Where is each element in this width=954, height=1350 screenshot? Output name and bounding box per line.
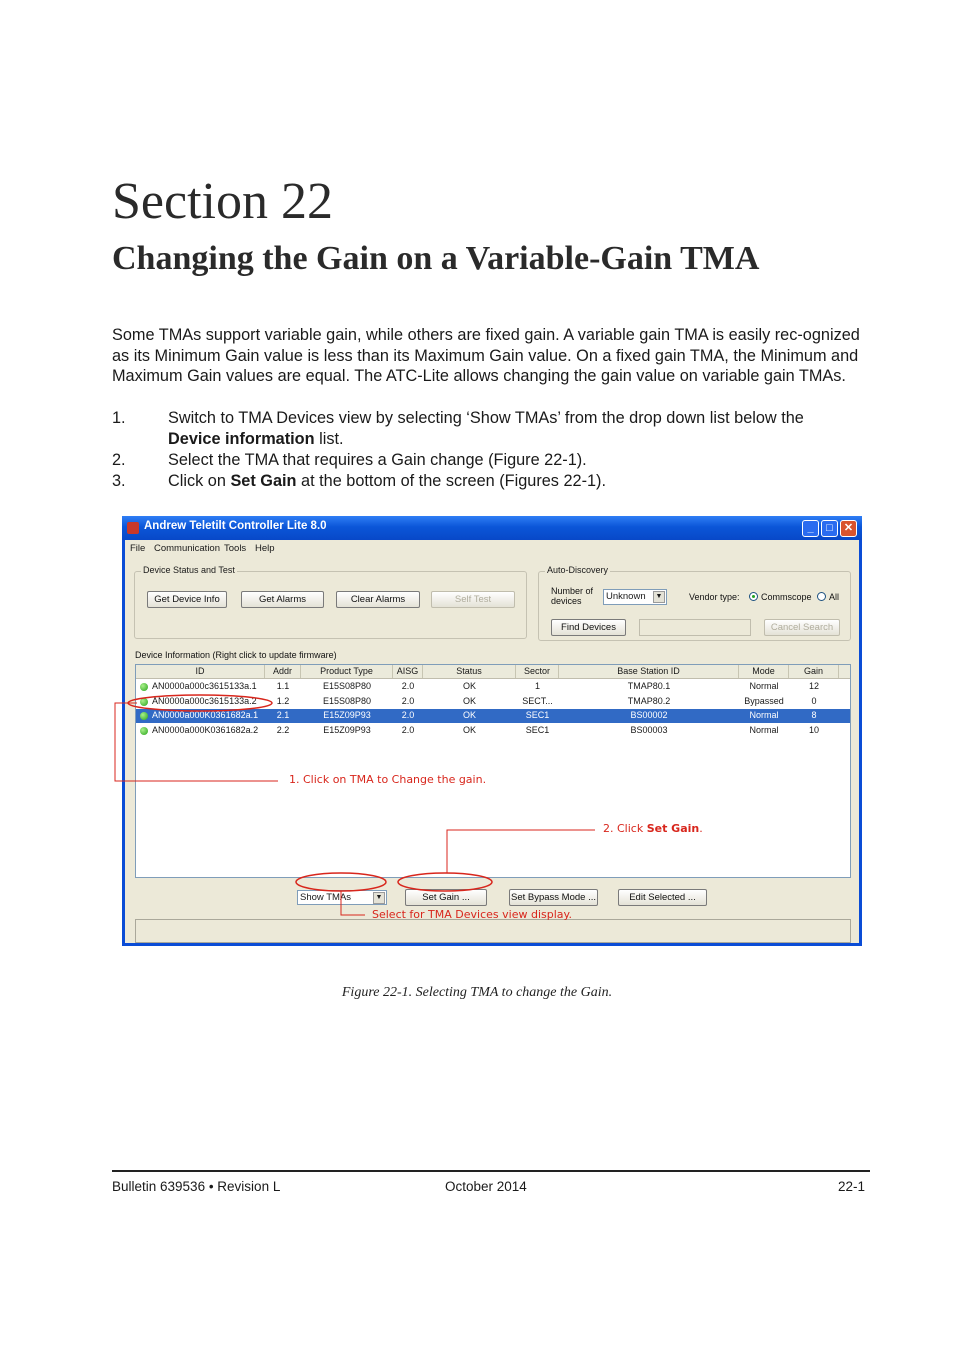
clear-alarms-button[interactable]: Clear Alarms	[336, 591, 420, 608]
footer-page-number: 22-1	[838, 1179, 866, 1194]
set-gain-button[interactable]: Set Gain ...	[405, 889, 487, 906]
cell-addr: 2.2	[276, 724, 290, 735]
column-base-station-id[interactable]: Base Station ID	[559, 665, 739, 678]
maximize-button[interactable]: □	[821, 520, 838, 537]
get-alarms-button[interactable]: Get Alarms	[241, 591, 324, 608]
minimize-button[interactable]: _	[802, 520, 819, 537]
number-of-devices-value: Unknown	[606, 591, 646, 602]
footer-rule	[112, 1170, 870, 1172]
cell-gain: 0	[811, 695, 817, 706]
table-row[interactable]	[136, 724, 850, 738]
column-status[interactable]: Status	[423, 665, 516, 678]
menu-bar	[125, 540, 859, 558]
status-ok-icon	[140, 698, 148, 706]
cell-gain: 8	[811, 710, 817, 720]
cell-gain: 10	[808, 724, 819, 735]
cell-mode: Normal	[749, 710, 779, 720]
app-icon	[127, 522, 139, 534]
chevron-down-icon[interactable]: ▼	[373, 892, 385, 904]
vendor-all-radio[interactable]	[817, 592, 826, 601]
vendor-type-label: Vendor type:	[689, 592, 740, 602]
chevron-down-icon[interactable]: ▼	[653, 591, 665, 603]
menu-help[interactable]: Help	[255, 543, 275, 554]
cell-status: OK	[462, 724, 476, 735]
cell-addr: 2.1	[276, 710, 290, 720]
get-device-info-button[interactable]: Get Device Info	[147, 591, 227, 608]
intro-text: Some TMAs support variable gain, while others are fixed gain. A variable gain TMA is easily rec-ognized as its Minimum Gain value is less than its Maximum Gain value. On a fixed gain TMA, the Minimum and Maximum Gain values are equal. The ATC-Lite allows changing the gain value on variable gain TMAs.	[112, 326, 860, 386]
find-devices-button[interactable]: Find Devices	[551, 619, 626, 636]
title-bar	[122, 516, 862, 540]
step-text	[168, 450, 860, 471]
cell-sector: SEC1	[525, 710, 550, 720]
view-select-value: Show TMAs	[300, 892, 352, 903]
cell-product-type: E15Z09P93	[323, 710, 371, 720]
cell-id: AN0000a000c3615133a.2	[152, 695, 257, 706]
cell-base-station-id: BS00003	[630, 724, 668, 735]
cell-aisg: 2.0	[401, 710, 415, 720]
cell-product-type: E15Z09P93	[323, 724, 371, 735]
cell-aisg: 2.0	[401, 681, 415, 691]
column-aisg[interactable]: AISG	[393, 665, 423, 678]
device-information-label: Device Information (Right click to update firmware)	[135, 650, 337, 660]
figure-caption: Figure 22-1. Selecting TMA to change the Gain.	[341, 985, 613, 1000]
app-window-screenshot	[122, 516, 862, 946]
cell-aisg: 2.0	[401, 724, 415, 735]
number-of-devices-label: Number of devices	[551, 586, 594, 606]
step-text-pre: Select the TMA that requires a Gain change (Figure 22-1).	[168, 451, 587, 469]
step-text-bold: Device information	[168, 429, 315, 448]
callout-select-view: Select for TMA Devices view display.	[372, 908, 572, 921]
cell-base-station-id: TMAP80.2	[627, 695, 671, 706]
cell-id: AN0000a000c3615133a.1	[152, 681, 257, 691]
cell-id: AN0000a000K0361682a.1	[152, 710, 259, 720]
status-ok-icon	[140, 683, 148, 691]
step-text-pre: Click on	[168, 472, 231, 490]
cell-addr: 1.2	[276, 695, 290, 706]
cell-mode: Bypassed	[744, 695, 784, 706]
column-mode[interactable]: Mode	[739, 665, 789, 678]
cell-mode: Normal	[749, 681, 779, 691]
auto-discovery-group	[538, 565, 851, 641]
step-1	[112, 408, 860, 449]
callout-text-pre: 2. Click	[603, 822, 647, 835]
table-row[interactable]	[136, 695, 850, 709]
device-list-header	[136, 665, 850, 679]
cell-gain: 12	[808, 681, 819, 691]
callout-click-tma: 1. Click on TMA to Change the gain.	[289, 773, 487, 786]
group-legend: Auto-Discovery	[547, 565, 609, 575]
window-title: Andrew Teletilt Controller Lite 8.0	[144, 520, 327, 532]
device-status-group	[134, 565, 527, 639]
step-number: 3.	[112, 472, 126, 490]
device-list[interactable]	[135, 664, 851, 878]
footer-bulletin: Bulletin 639536 • Revision L	[112, 1179, 281, 1194]
cell-base-station-id: BS00002	[630, 710, 668, 720]
close-button[interactable]: ✕	[840, 520, 857, 537]
cell-sector: SECT...	[522, 695, 553, 706]
view-select-combo[interactable]	[297, 890, 387, 905]
status-bar	[135, 919, 851, 943]
callout-text-post: .	[699, 822, 703, 835]
status-ok-icon	[140, 727, 148, 735]
menu-file[interactable]: File	[130, 543, 146, 554]
set-bypass-mode-button[interactable]: Set Bypass Mode ...	[509, 889, 598, 906]
cell-mode: Normal	[749, 724, 779, 735]
self-test-button[interactable]: Self Test	[431, 591, 515, 608]
column-addr[interactable]: Addr	[265, 665, 301, 678]
status-ok-icon	[140, 712, 148, 720]
step-number: 2.	[112, 451, 126, 469]
menu-communication[interactable]: Communication	[154, 543, 220, 554]
column-gain[interactable]: Gain	[789, 665, 839, 678]
vendor-all-label: All	[829, 592, 840, 602]
step-3	[112, 471, 860, 492]
cell-base-station-id: TMAP80.1	[627, 681, 671, 691]
cell-addr: 1.1	[276, 681, 290, 691]
footer-date: October 2014	[445, 1179, 527, 1194]
callout-click-set-gain	[603, 822, 703, 835]
cell-sector: 1	[534, 681, 540, 691]
cancel-search-button[interactable]: Cancel Search	[764, 619, 840, 636]
step-text-pre: Switch to TMA Devices view by selecting ‘Show TMAs’ from the drop down list below the	[168, 409, 804, 427]
step-text	[168, 408, 860, 449]
column-sector[interactable]: Sector	[516, 665, 559, 678]
step-text-bold: Set Gain	[230, 472, 297, 490]
step-text-post: list.	[314, 429, 344, 448]
cell-status: OK	[462, 695, 476, 706]
callout-text-bold: Set Gain	[646, 822, 700, 835]
intro-paragraph	[112, 325, 860, 387]
group-legend: Device Status and Test	[143, 565, 235, 575]
step-number: 1.	[112, 409, 126, 427]
cell-aisg: 2.0	[401, 695, 415, 706]
cell-sector: SEC1	[525, 724, 550, 735]
cell-product-type: E15S08P80	[322, 695, 372, 706]
menu-tools[interactable]: Tools	[224, 543, 247, 554]
vendor-commscope-label: Commscope	[761, 592, 812, 602]
section-title: Changing the Gain on a Variable-Gain TMA	[112, 240, 760, 277]
step-text-post: at the bottom of the screen (Figures 22-1).	[296, 472, 606, 490]
section-number: Section 22	[112, 173, 333, 230]
step-2	[112, 450, 860, 471]
cell-status: OK	[462, 681, 476, 691]
edit-selected-button[interactable]: Edit Selected ...	[618, 889, 707, 906]
window-client-area	[125, 540, 859, 943]
table-row[interactable]	[136, 709, 850, 723]
cell-id: AN0000a000K0361682a.2	[152, 724, 259, 735]
cell-product-type: E15S08P80	[322, 681, 372, 691]
column-id[interactable]: ID	[136, 665, 265, 678]
number-of-devices-combo[interactable]	[603, 589, 667, 605]
column-product-type[interactable]: Product Type	[301, 665, 393, 678]
search-progress-field	[639, 619, 751, 636]
step-text	[168, 471, 860, 492]
cell-status: OK	[462, 710, 476, 720]
vendor-commscope-radio[interactable]	[749, 592, 758, 601]
table-row[interactable]	[136, 680, 850, 694]
